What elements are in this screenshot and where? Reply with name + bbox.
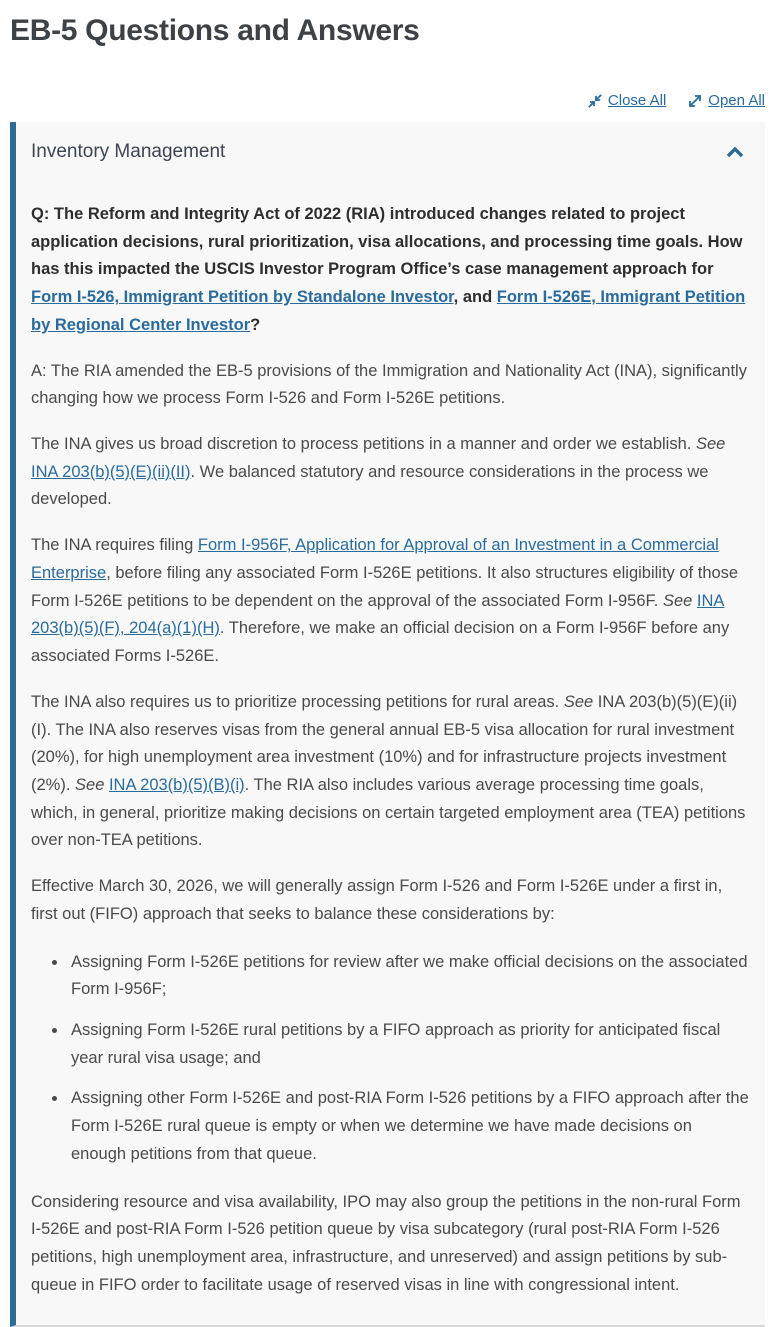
inline-link[interactable]: Form I-956F, Application for Approval of an Investment in a Commercial Enterprise [31,536,719,582]
bullet-list [31,949,750,1169]
answer-paragraph: The INA requires filing Form I-956F, Application for Approval of an Investment in a Commercial Enterprise, before filing any associated Form I-526E petitions. It also structures eligibility of those Form I-526E petitions to be dependent on the approval of the associated Form I-956F. See INA 203(b)(5)(F), 204(a)(1)(H). Therefore, we make an official decision on a Form I-956F before any associated Forms I-526E. [31,536,739,666]
collapse-arrows-icon [588,94,602,108]
accordion-header[interactable] [16,122,765,175]
question-paragraph: Q: The Reform and Integrity Act of 2022 (RIA) introduced changes related to project application decisions, rural prioritization, visa allocations, and processing time goals. How has this impacted the USCIS Investor Program Office’s case management approach for Form I-526, Immigrant Petition by Standalone Investor, and Form I-526E, Immigrant Petition by Regional Center Investor? [31,205,746,334]
open-all-label: Open All [708,92,765,109]
answer-paragraph: Effective March 30, 2026, we will generally assign Form I-526 and Form I-526E under a first in, first out (FIFO) approach that seeks to balance these considerations by: [31,877,723,923]
answer-paragraph: The INA also requires us to prioritize processing petitions for rural areas. See INA 203(b)(5)(E)(ii)(I). The INA also reserves visas from the general annual EB-5 visa allocation for rural investment (20%), for high unemployment area investment (10%) and for infrastructure projects investment (2%). See INA 203(b)(5)(B)(i). The RIA also includes various average processing time goals, which, in general, prioritize making decisions on certain targeted employment area (TEA) petitions over non-TEA petitions. [31,692,746,850]
expand-arrows-icon [688,94,702,108]
accordion-content [16,175,765,1325]
inline-link[interactable]: INA 203(b)(5)(B)(i) [108,775,245,794]
inline-link[interactable]: Form I-526E, Immigrant Petition by Regional Center Investor [31,288,746,334]
answer-paragraph: The INA gives us broad discretion to process petitions in a manner and order we establish. See INA 203(b)(5)(E)(ii)(II). We balanced statutory and resource considerations in the process we developed. [31,435,726,509]
list-item: • Assigning Form I-526E petitions for review after we make official decisions on the associated Form I-956F; [68,949,750,1004]
answer-paragraph: A: The RIA amended the EB-5 provisions of the Immigration and Nationality Act (INA), significantly changing how we process Form I-526 and Form I-526E petitions. [31,361,747,408]
inline-link[interactable]: Form I-526, Immigrant Petition by Standalone Investor [31,288,454,307]
italic-text: See [75,775,105,794]
accordion-section-inventory-management [10,122,765,1327]
answer-paragraph: Considering resource and visa availability, IPO may also group the petitions in the non-rural Form I-526E and post-RIA Form I-526 petition queue by visa subcategory (rural post-RIA Form I-526 petitions, high unemployment area, infrastructure, and unreserved) and assign petitions by sub-queue in FIFO order to facilitate usage of reserved visas in line with congressional intent. [31,1192,741,1294]
italic-text: See [695,435,726,454]
open-all-link[interactable] [688,92,765,109]
chevron-up-icon [725,145,745,159]
italic-text: See [662,591,693,610]
accordion-controls [10,92,765,109]
page-title: EB-5 Questions and Answers [10,14,420,47]
list-item: • Assigning Form I-526E rural petitions by a FIFO approach as priority for anticipated fiscal year rural visa usage; and [68,1017,750,1072]
italic-text: See [563,692,594,711]
inline-link[interactable]: INA 203(b)(5)(E)(ii)(II) [31,462,191,481]
accordion-title: Inventory Management [31,141,226,162]
inline-link[interactable]: INA 203(b)(5)(F), 204(a)(1)(H) [31,591,725,638]
close-all-label: Close All [607,92,667,109]
close-all-link[interactable] [588,92,666,109]
list-item: • Assigning other Form I-526E and post-RIA Form I-526 petitions by a FIFO approach after the Form I-526E rural queue is empty or when we determine we have made decisions on enough petitions from that queue. [68,1085,750,1168]
